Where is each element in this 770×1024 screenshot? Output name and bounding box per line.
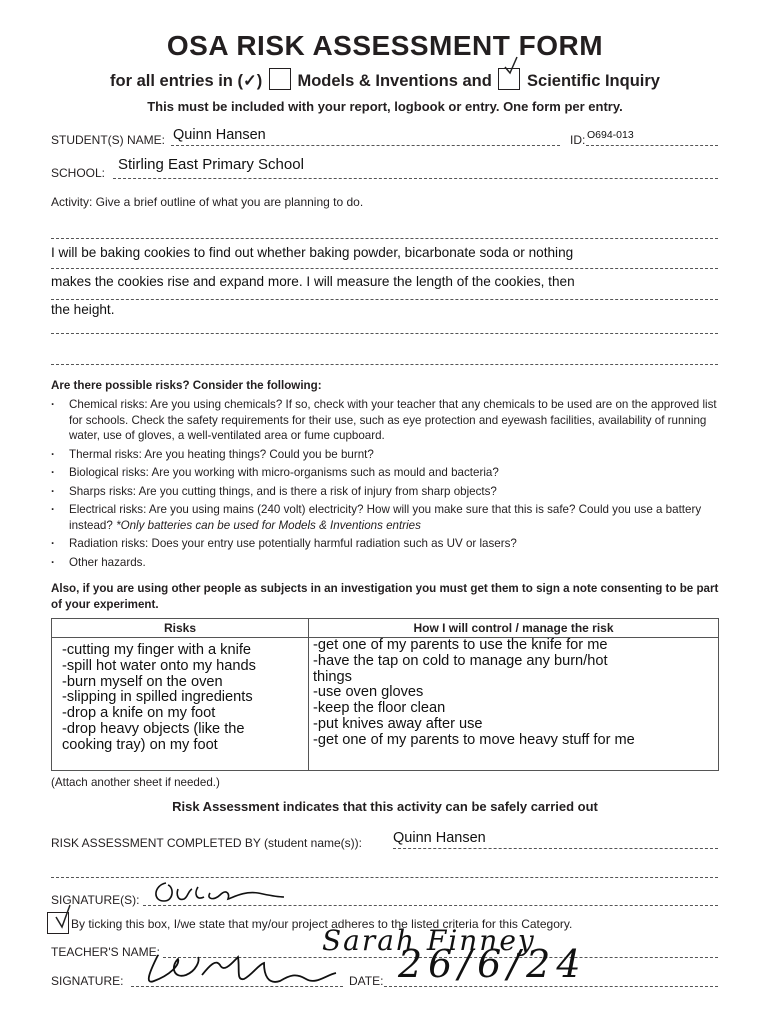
teacher-name-field[interactable]: Sarah Finney — [322, 924, 536, 957]
risks-heading: Are there possible risks? Consider the following: — [51, 379, 322, 392]
activity-line-5 — [51, 364, 718, 365]
risk-item-chemical: · Chemical risks: Are you using chemicals? If so, check with your teacher that any chemicals to be used are on the approved list for schools. Check the safety requirements for their use, such as eye protection and eyewash facilities, availability of running water, use of gloves, a well-ventilated area or fume cupboard. — [51, 397, 723, 444]
id-label: ID: — [570, 133, 586, 147]
risks-cell[interactable] — [52, 638, 309, 771]
completed-by-label: RISK ASSESSMENT COMPLETED BY (student name(s)): — [51, 836, 362, 850]
control-entry: -use oven gloves — [313, 684, 424, 701]
subjects-note: Also, if you are using other people as subjects in an investigation you must get them to sign a note consenting to be part of your experiment. — [51, 582, 719, 611]
activity-text-line[interactable]: the height. — [51, 302, 115, 317]
activity-line-2 — [51, 268, 718, 269]
teacher-name-label: TEACHER'S NAME: — [51, 945, 160, 959]
electrical-note: *Only batteries can be used for Models & Inventions entries — [116, 518, 421, 532]
risks-column-header: Risks — [52, 619, 309, 638]
adherence-checkbox[interactable] — [47, 912, 69, 934]
form-title: OSA RISK ASSESSMENT FORM — [166, 30, 604, 61]
risk-entry: -slipping in spilled ingredients — [62, 689, 253, 706]
student-signature-icon[interactable] — [148, 875, 288, 915]
risk-item-thermal: · Thermal risks: Are you heating things? Could you be burnt? — [51, 447, 723, 463]
control-entry: -have the tap on cold to manage any burn/hot — [313, 652, 608, 669]
risk-entry: -spill hot water onto my hands — [62, 657, 256, 674]
activity-line-1 — [51, 238, 718, 239]
date-field[interactable]: 26/6/24 — [398, 942, 587, 986]
risk-categories-list — [51, 397, 723, 573]
signatures-label: SIGNATURE(S): — [51, 893, 140, 907]
instruction-text: This must be included with your report, logbook or entry. One form per entry. — [147, 99, 623, 114]
id-field[interactable]: O694-013 — [587, 129, 634, 141]
activity-line-4 — [51, 333, 718, 334]
id-line — [586, 145, 718, 146]
risk-item-other: · Other hazards. — [51, 555, 723, 571]
school-line — [113, 178, 718, 179]
risk-entry: -cutting my finger with a knife — [62, 642, 251, 658]
student-name-label: STUDENT(S) NAME: — [51, 133, 165, 147]
risk-item-electrical — [51, 502, 723, 533]
completed-by-field[interactable]: Quinn Hansen — [393, 830, 486, 846]
category-models-label: Models & Inventions and — [297, 72, 492, 90]
models-checkbox[interactable] — [269, 68, 291, 90]
teacher-signature-icon[interactable] — [140, 945, 340, 1000]
risk-item-sharps: · Sharps risks: Are you cutting things, and is there a risk of injury from sharp objects? — [51, 484, 723, 500]
activity-text-line[interactable]: makes the cookies rise and expand more. I will measure the length of the cookies, then — [51, 274, 575, 289]
category-inquiry-label: Scientific Inquiry — [527, 72, 660, 90]
risk-entry: -burn myself on the oven — [62, 673, 223, 690]
risk-entry: cooking tray) on my foot — [62, 736, 218, 753]
control-entry: -get one of my parents to move heavy stuff for me — [313, 731, 635, 748]
control-entry: things — [313, 668, 352, 685]
inquiry-checkbox[interactable] — [498, 68, 520, 90]
control-column-header: How I will control / manage the risk — [309, 619, 719, 638]
safe-statement: Risk Assessment indicates that this activity can be safely carried out — [172, 799, 598, 814]
school-field[interactable]: Stirling East Primary School — [118, 156, 304, 173]
category-prefix: for all entries in (✓) — [110, 72, 263, 90]
tick-mark-icon — [503, 59, 523, 79]
activity-text-line[interactable]: I will be baking cookies to find out whether baking powder, bicarbonate soda or nothing — [51, 245, 574, 260]
school-label: SCHOOL: — [51, 166, 106, 180]
date-line — [384, 986, 718, 987]
adherence-statement: By ticking this box, I/we state that my/our project adheres to the listed criteria for this Category. — [71, 917, 573, 931]
risk-entry: -drop a knife on my foot — [62, 705, 216, 722]
student-name-line — [171, 145, 560, 146]
risk-item-radiation: · Radiation risks: Does your entry use potentially harmful radiation such as UV or lasers? — [51, 536, 723, 552]
risk-item-biological: · Biological risks: Are you working with micro-organisms such as mould and bacteria? — [51, 465, 723, 481]
risk-entry: -drop heavy objects (like the — [62, 720, 245, 737]
student-name-field[interactable]: Quinn Hansen — [173, 127, 266, 143]
activity-line-3 — [51, 299, 718, 300]
attach-note: (Attach another sheet if needed.) — [51, 776, 220, 789]
completed-by-line — [393, 848, 718, 849]
control-entry: -get one of my parents to use the knife for me — [313, 637, 608, 653]
controls-cell[interactable] — [309, 638, 719, 771]
date-label: DATE: — [349, 974, 384, 988]
category-line — [0, 68, 770, 91]
activity-label: Activity: Give a brief outline of what you are planning to do. — [51, 195, 364, 209]
control-entry: -put knives away after use — [313, 715, 483, 732]
electrical-text: Electrical risks: Are you using mains (240 volt) electricity? How will you make sure that this is safe? Could you use a battery instead? — [69, 503, 702, 532]
risk-table — [51, 618, 719, 771]
control-entry: -keep the floor clean — [313, 700, 446, 717]
signature-label: SIGNATURE: — [51, 974, 124, 988]
